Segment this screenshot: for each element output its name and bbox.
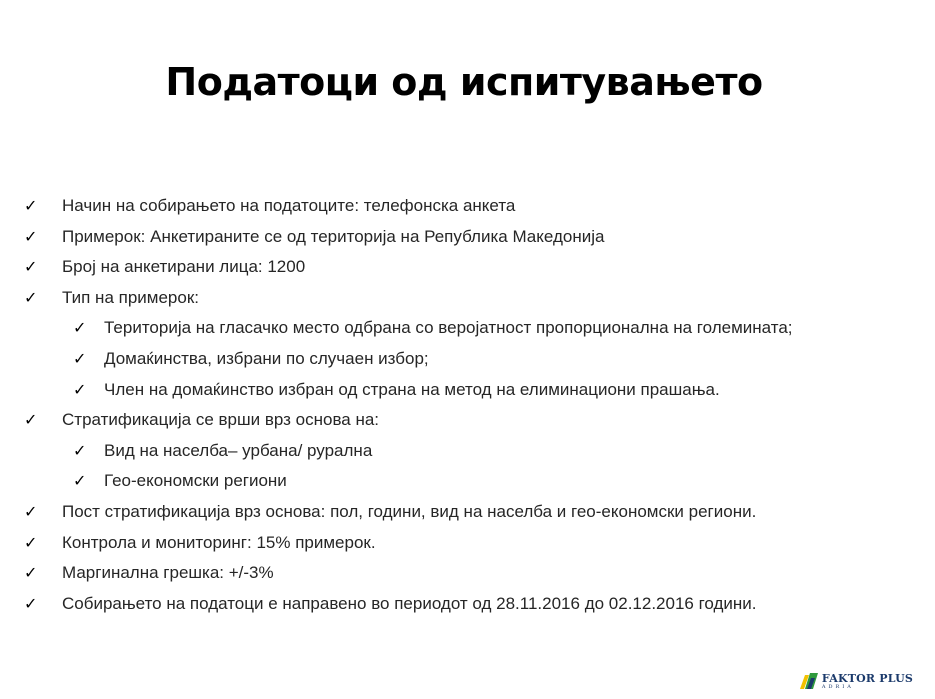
checkmark-icon: ✓ xyxy=(73,471,87,491)
sub-bullet-item xyxy=(0,313,935,344)
checkmark-icon: ✓ xyxy=(73,348,87,368)
bullet-text: Вид на населба– урбана/ рурална xyxy=(104,440,373,460)
checkmark-icon: ✓ xyxy=(24,563,38,583)
bullet-item xyxy=(0,222,935,253)
checkmark-icon: ✓ xyxy=(73,318,87,338)
checkmark-icon: ✓ xyxy=(24,257,38,277)
bullet-text: Контрола и мониторинг: 15% примерок. xyxy=(62,532,376,552)
bullet-text: Стратификација се врши врз основа на: xyxy=(62,410,380,430)
logo-subtitle: ADRIA xyxy=(821,683,854,690)
bullet-text: Собирањето на податоци е направено во периодот од 28.11.2016 до 02.12.2016 години. xyxy=(62,593,757,613)
faktor-plus-logo xyxy=(799,671,913,691)
checkmark-icon: ✓ xyxy=(24,196,38,215)
bullet-text: Тип на примерок: xyxy=(62,287,199,307)
bullet-item xyxy=(0,589,935,620)
bullet-text: Број на анкетирани лица: 1200 xyxy=(62,257,306,277)
sub-bullet-item xyxy=(0,344,935,375)
sub-bullet-item xyxy=(0,375,935,406)
bullet-text: Маргинална грешка: +/-3% xyxy=(62,563,274,583)
bullet-text: Примерок: Анкетираните се од територија на Република Македонија xyxy=(62,226,605,246)
checkmark-icon: ✓ xyxy=(24,593,38,613)
bullet-item xyxy=(0,405,935,436)
sub-bullet-item xyxy=(0,436,935,467)
bullet-text: Начин на собирањето на податоците: телефонска анкета xyxy=(62,196,516,215)
bullet-item xyxy=(0,528,935,559)
bullet-text: Домаќинства, избрани по случаен избор; xyxy=(104,348,429,368)
checkmark-icon: ✓ xyxy=(73,440,87,460)
checkmark-icon: ✓ xyxy=(24,501,38,521)
logo-name: FAKTOR PLUS xyxy=(821,671,913,685)
logo-text xyxy=(822,673,913,690)
bullet-list xyxy=(0,191,935,619)
checkmark-icon: ✓ xyxy=(24,287,38,307)
bullet-text: Територија на гласачко место одбрана со веројатност пропорционална на големината; xyxy=(104,318,793,338)
bullet-item xyxy=(0,283,935,314)
checkmark-icon: ✓ xyxy=(73,379,87,399)
bullet-text: Гео-економски региони xyxy=(104,471,287,491)
checkmark-icon: ✓ xyxy=(24,532,38,552)
checkmark-icon: ✓ xyxy=(24,410,38,430)
faktor-plus-emblem-icon xyxy=(799,672,819,690)
checkmark-icon: ✓ xyxy=(24,226,38,246)
sub-bullet-item xyxy=(0,466,935,497)
slide-title: Податоци од испитувањето xyxy=(165,60,763,104)
bullet-item xyxy=(0,252,935,283)
bullet-text: Пост стратификација врз основа: пол, години, вид на населба и гео-економски региони. xyxy=(62,501,757,521)
bullet-item xyxy=(0,497,935,528)
bullet-text: Член на домаќинство избран од страна на метод на елиминациони прашања. xyxy=(104,379,720,399)
bullet-item xyxy=(0,558,935,589)
bullet-item xyxy=(0,191,935,222)
